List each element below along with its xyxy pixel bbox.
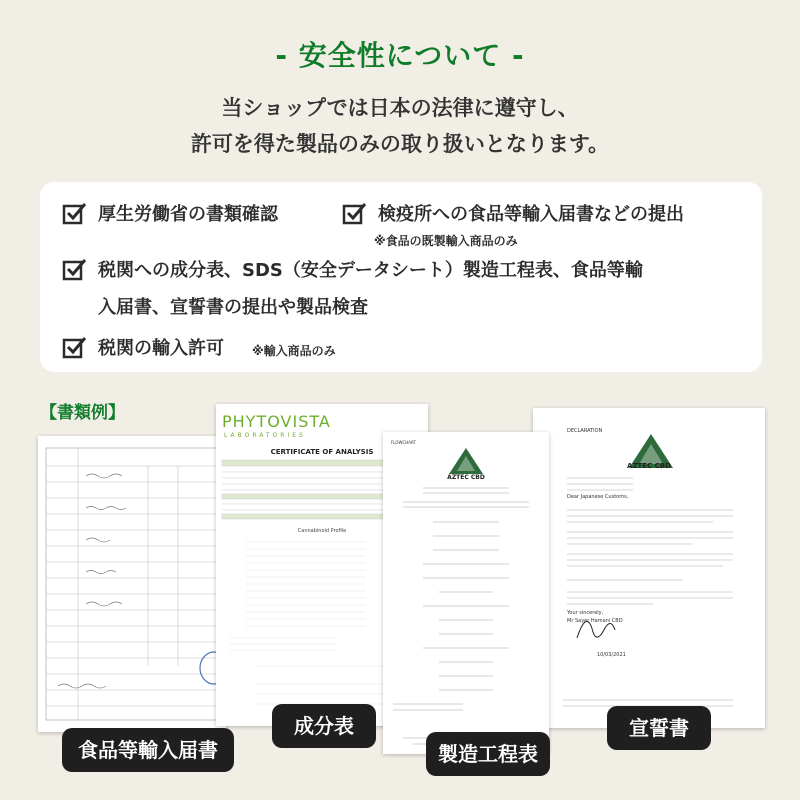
doc-label-ingredient-list: 成分表 bbox=[272, 704, 376, 748]
phytovista-logo-sub: LABORATORIES bbox=[224, 432, 306, 439]
intro-line-1: 当ショップでは日本の法律に遵守し、 bbox=[221, 96, 579, 120]
declaration-brand: AZTEC CBD bbox=[627, 462, 671, 470]
phytovista-logo: PHYTOVISTA bbox=[222, 412, 331, 431]
intro-line-2: 許可を得た製品のみの取り扱いとなります。 bbox=[190, 132, 610, 156]
import-notification-document bbox=[38, 436, 226, 732]
doc-label-declaration: 宣誓書 bbox=[607, 706, 711, 750]
coa-profile-heading: Cannabinoid Profile bbox=[297, 528, 347, 534]
checklist-item-2 bbox=[342, 200, 684, 226]
declaration-text-graphic bbox=[533, 408, 765, 728]
declaration-heading: DECLARATION bbox=[567, 428, 603, 434]
checklist-item-1 bbox=[62, 200, 278, 226]
declaration-signoff: Your sincerely, bbox=[567, 610, 604, 616]
checklist-item-4-note: ※輸入商品のみ bbox=[252, 344, 336, 358]
checkbox-checked-icon bbox=[342, 202, 368, 226]
doc-label-import-notification: 食品等輸入届書 bbox=[62, 728, 234, 772]
flowchart-steps-graphic bbox=[383, 432, 549, 754]
checklist-item-4-label: 税関の輸入許可 bbox=[98, 338, 224, 359]
checklist-item-3-cont bbox=[62, 293, 368, 319]
checklist-item-4 bbox=[62, 334, 224, 360]
checkbox-checked-icon bbox=[62, 258, 88, 282]
checklist-card bbox=[40, 182, 762, 372]
flowchart-heading: FLOWCHART bbox=[391, 440, 416, 445]
declaration-greeting: Dear Japanese Customs, bbox=[567, 494, 629, 500]
documents-section-label: 【書類例】 bbox=[40, 403, 125, 423]
declaration-document bbox=[533, 408, 765, 728]
checkbox-checked-icon bbox=[62, 336, 88, 360]
declaration-signer: Mr Sayer Hamani CBD bbox=[567, 618, 623, 624]
flowchart-document bbox=[383, 432, 549, 754]
checklist-item-3 bbox=[62, 256, 643, 282]
checklist-item-2-note: ※食品の既製輸入商品のみ bbox=[374, 234, 518, 248]
checklist-item-3-label: 税関への成分表、SDS（安全データシート）製造工程表、食品等輸 bbox=[98, 260, 643, 281]
declaration-date: 10/03/2021 bbox=[597, 652, 626, 658]
checklist-item-3-label-cont: 入届書、宣誓書の提出や製品検査 bbox=[98, 297, 368, 318]
checklist-item-2-label: 検疫所への食品等輸入届書などの提出 bbox=[378, 204, 684, 225]
page-title: - 安全性について - bbox=[275, 39, 525, 72]
form-grid-graphic bbox=[38, 436, 226, 732]
checklist-item-1-label: 厚生労働省の書類確認 bbox=[98, 204, 278, 225]
doc-label-flowchart: 製造工程表 bbox=[426, 732, 550, 776]
checkbox-checked-icon bbox=[62, 202, 88, 226]
flowchart-brand: AZTEC CBD bbox=[447, 474, 485, 481]
coa-heading: CERTIFICATE OF ANALYSIS bbox=[270, 448, 374, 456]
